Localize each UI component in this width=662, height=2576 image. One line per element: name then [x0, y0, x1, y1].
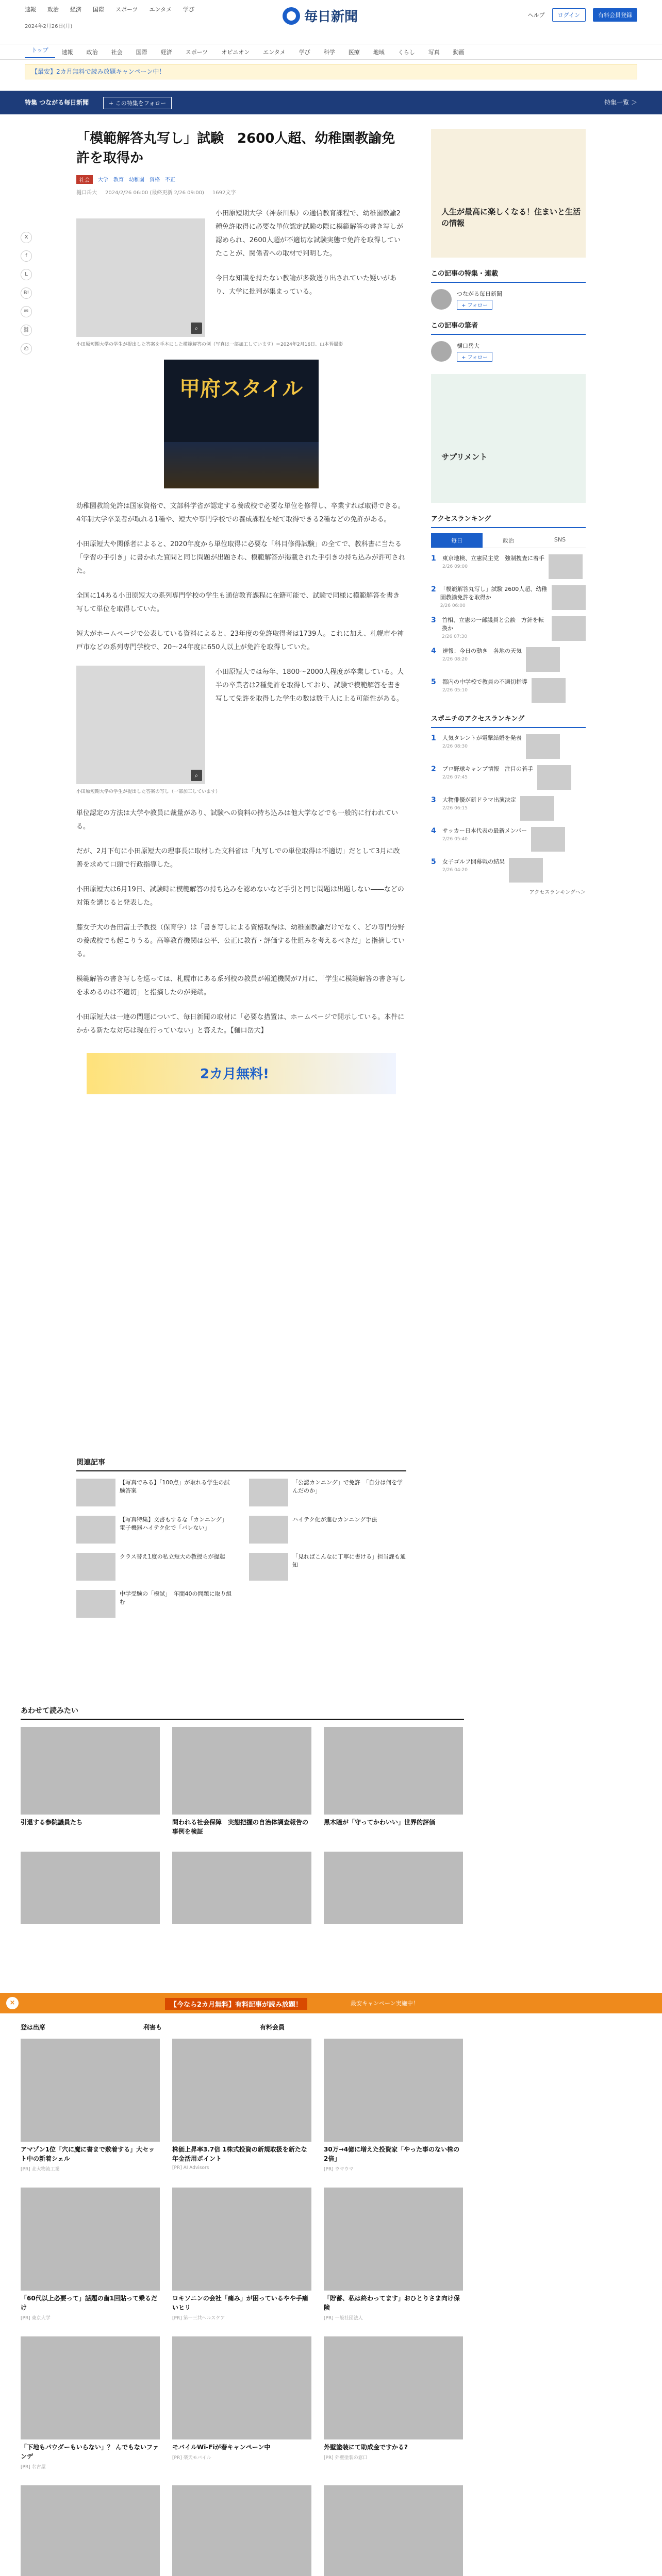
tag-link[interactable]: 不正 — [165, 177, 175, 183]
related-item[interactable] — [249, 1553, 406, 1581]
article-meta — [76, 188, 406, 196]
rank-thumbnail — [526, 647, 560, 672]
category-tab[interactable]: 政治 — [86, 48, 98, 56]
category-nav — [0, 44, 662, 60]
rank-title: 速報：今日の動き 各地の天気 — [442, 648, 522, 654]
paragraph: 小田原短大は6月19日、試験時に模範解答の持ち込みを認めないなど手引と同じ問題は出題しない――などの対策を講じると発表した。 — [76, 886, 404, 907]
banner-subtext: 最安キャンペーン実施中！ — [351, 2000, 419, 2007]
rank-number: 1 — [431, 734, 436, 742]
related-thumbnail — [76, 1590, 115, 1618]
site-logo[interactable] — [283, 6, 358, 25]
ranking-item[interactable] — [431, 647, 586, 672]
ranking-tab[interactable]: 政治 — [503, 537, 514, 544]
sponsored-card[interactable] — [172, 2188, 311, 2321]
related-item[interactable] — [76, 1516, 234, 1544]
feature-follow-button[interactable]: + この特集をフォロー — [103, 97, 172, 109]
sponsored-card[interactable] — [172, 2336, 311, 2470]
category-tab[interactable]: 医療 — [348, 48, 360, 56]
article-body — [76, 207, 406, 1094]
paragraph: 小田原短大や関係者によると、2020年度から単位取得に必要な「科目修得試験」の全てで、教科書に当たる「学習の手引き」に書かれた質問と同じ問題が出題され、模範解答が掲載された手引きの持ち込みが許可された。 — [76, 540, 405, 575]
campaign-promo-link[interactable]: 【最安】2カ月無料で読み放題キャンペーン中！ — [25, 64, 637, 79]
rank-number: 5 — [431, 678, 436, 686]
sponsor-label: [PR] 名古屋 — [21, 2465, 46, 2470]
related-thumbnail — [76, 1553, 115, 1581]
article — [76, 129, 406, 1110]
ranking-more-link[interactable]: アクセスランキングへ＞ — [529, 890, 586, 895]
ranking-item[interactable] — [431, 616, 586, 641]
rank-thumbnail — [552, 585, 586, 610]
top-navigation — [0, 0, 662, 44]
rank-time: 2/26 04:20 — [442, 868, 468, 873]
category-tab[interactable]: 科学 — [323, 48, 335, 56]
ad-headline: 甲府スタイル — [179, 377, 303, 401]
series-heading: この記事の特集・連載 — [431, 268, 586, 283]
tag-link[interactable]: 資格 — [150, 177, 160, 183]
ranking-item[interactable] — [431, 554, 586, 579]
related-title: 「見ればこんなに丁寧に書ける」担当課も通知 — [292, 1553, 406, 1568]
tag-link[interactable]: 大学 — [98, 177, 108, 183]
sponsored-section — [21, 2023, 464, 2576]
tag-link[interactable]: 幼稚園 — [129, 177, 144, 183]
card-image — [21, 1852, 160, 1924]
sidebar-ad-text: サプリメント — [441, 452, 488, 462]
card-title: 30万→4億に増えた投資家「やった事のない株の2倍」 — [324, 2146, 460, 2162]
article-title: 「模範解答丸写し」試験 2600人超、幼稚園教諭免許を取得か — [76, 131, 395, 166]
share-rail — [21, 232, 32, 354]
banner-headline: 2カ月無料! — [200, 1066, 269, 1082]
card-image — [21, 2039, 160, 2142]
sidebar-ad[interactable] — [431, 129, 586, 258]
ranking-heading: アクセスランキング — [431, 513, 586, 528]
category-tab[interactable]: 経済 — [160, 48, 172, 56]
card-image — [21, 2485, 160, 2576]
sponsor-label: [PR] 第一三共ヘルスケア — [172, 2316, 225, 2321]
feature-list-link[interactable]: 特集一覧 ＞ — [604, 99, 637, 106]
sponsor-label: [PR] ウマウマ — [324, 2167, 354, 2172]
recommended-heading: あわせて読みたい — [21, 1705, 464, 1720]
help-link[interactable]: ヘルプ — [527, 12, 545, 19]
sports-ranking-item[interactable] — [431, 858, 586, 883]
related-item[interactable] — [249, 1516, 406, 1544]
paragraph: 全国に14ある小田原短大の系列専門学校の学生も通信教育課程に在籍可能で、試験で同様に模範解答を書き写して単位を取得していた。 — [76, 592, 400, 613]
related-title: 中学受験の「模試」 年間40の問題に取り組む — [120, 1590, 232, 1605]
publish-date: 2024/2/26 06:00 (最終更新 2/26 09:00) — [105, 190, 204, 196]
rank-time: 2/26 05:40 — [442, 837, 468, 842]
related-title: 【写真でみる】「100点」が取れる学生の試験答案 — [120, 1479, 230, 1494]
ad-image — [164, 442, 319, 488]
sponsored-card[interactable] — [324, 2188, 463, 2321]
sports-ranking-item[interactable] — [431, 734, 586, 759]
category-tab[interactable]: 動画 — [453, 48, 465, 56]
related-item[interactable] — [76, 1553, 234, 1581]
card-image — [324, 2485, 463, 2576]
utility-link[interactable]: エンタメ — [149, 6, 172, 13]
recommended-card[interactable] — [172, 1852, 311, 1924]
sponsor-label: [PR] 東京大学 — [21, 2316, 51, 2321]
rank-time: 2/26 05:10 — [442, 688, 468, 693]
ranking-tabs — [431, 533, 586, 548]
zoom-icon[interactable]: ⌕ — [191, 323, 202, 334]
rank-title: 大物俳優が新ドラマ出演決定 — [442, 796, 516, 803]
related-title: クラス替え1度の私立短大の教授らが提起 — [120, 1553, 225, 1560]
print-icon[interactable]: ⎙ — [21, 343, 32, 354]
paragraph: だが、2月下旬に小田原短大の理事長に取材した文科省は「丸写しでの単位取得は不適切」だとして3月に改善を求めて口頭で行政指導した。 — [76, 848, 400, 869]
card-image — [324, 2336, 463, 2439]
sponsor-label: [PR] 外壁塗装の窓口 — [324, 2455, 368, 2461]
article-tags — [76, 175, 406, 184]
paragraph: 幼稚園教諭免許は国家資格で、文部科学省が認定する養成校で必要な単位を修得し、卒業すれば取得できる。4年制大学卒業者が取れる1種や、短大や専門学校での養成課程を経て取得できる2種などの免許がある。 — [76, 502, 405, 523]
category-tab[interactable]: 地域 — [373, 48, 385, 56]
card-image — [324, 2039, 463, 2142]
logo-text: 毎日新聞 — [304, 9, 358, 25]
card-image — [21, 2188, 160, 2291]
card-title: アマゾン1位「穴に魔に書まで敷着する」大セット中の新着シェル — [21, 2146, 155, 2162]
related-thumbnail — [76, 1516, 115, 1544]
card-image — [172, 2485, 311, 2576]
campaign-banner-ad[interactable] — [87, 1053, 396, 1094]
category-tab[interactable]: くらし — [398, 48, 415, 56]
card-image — [172, 1727, 311, 1815]
photo-caption: 小田原短期大学の学生が提出した答案を手本にした模範解答の例（写真は一部加工しています）＝2024年2月16日、山本晋撮影 — [76, 342, 343, 347]
sports-ranking-item[interactable] — [431, 765, 586, 790]
related-heading: 関連記事 — [76, 1457, 406, 1471]
related-item[interactable] — [76, 1590, 234, 1618]
zoom-icon[interactable]: ⌕ — [191, 770, 202, 781]
subscription-banner[interactable] — [0, 1993, 662, 2013]
utility-link[interactable]: 学び — [183, 6, 195, 13]
author-item — [431, 341, 586, 362]
card-image — [324, 1727, 463, 1815]
related-thumbnail — [249, 1516, 288, 1544]
rank-thumbnail — [537, 765, 571, 790]
recommended-card[interactable] — [324, 1852, 463, 1924]
subscribe-button[interactable]: 有料会員登録 — [593, 8, 637, 22]
banner-headline: 【今なら2カ月無料】有料記事が読み放題！ — [165, 1998, 307, 2010]
rank-number: 2 — [431, 585, 436, 594]
feature-bar — [0, 91, 662, 114]
current-date: 2024年2月26日(月) — [25, 24, 73, 29]
rank-title: 人気タレントが電撃結婚を発表 — [442, 735, 522, 741]
card-title: 問われる社会保障 実態把握の自治体調査報告の事例を検証 — [172, 1819, 309, 1835]
inline-ad[interactable] — [164, 360, 319, 488]
related-articles — [76, 1457, 406, 1618]
related-thumbnail — [249, 1553, 288, 1581]
related-title: 「公認カンニング」で免許 「自分は何を学んだのか」 — [292, 1479, 403, 1494]
sponsor-label: [PR] AI Advisors — [172, 2165, 209, 2171]
related-thumbnail — [76, 1479, 115, 1506]
article-photo[interactable] — [76, 218, 205, 337]
author-follow-button[interactable]: + フォロー — [457, 352, 492, 362]
sidebar-ad-text: 人生が最高に楽しくなる！住まいと生活の情報 — [441, 207, 581, 228]
paragraph: 今日な知識を持たない教諭が多数送り出されていた疑いがあり、大学に批判が集まっている。 — [216, 275, 397, 296]
sidebar-ad[interactable] — [431, 374, 586, 503]
recommended-card[interactable] — [172, 1727, 311, 1836]
category-tab[interactable]: 学び — [299, 48, 310, 56]
sponsored-card[interactable] — [21, 2188, 160, 2321]
rank-number: 1 — [431, 554, 436, 563]
rank-time: 2/26 07:30 — [442, 634, 468, 639]
recommended-section — [21, 1705, 464, 1924]
recommended-card[interactable] — [324, 1727, 463, 1836]
paragraph: 藤女子大の吾田富士子教授（保育学）は「書き写しによる資格取得は、幼稚園教諭だけでなく、どの専門分野の養成校でも起こりうる。高等教育機関は公平、公正に教育・評価する仕組みを考えるべきだ」と指摘している。 — [76, 924, 405, 958]
avatar — [431, 341, 452, 362]
paragraph: 模範解答の書き写しを巡っては、札幌市にある系列校の教員が報道機関が7月に、「学生に模範解答の書き写しを求めるのは不適切」と指摘したのが発端。 — [76, 975, 406, 996]
sports-ranking-heading: スポニチのアクセスランキング — [431, 713, 586, 728]
sponsored-card[interactable] — [324, 2039, 463, 2172]
mail-icon[interactable]: ✉ — [21, 306, 32, 317]
rank-thumbnail — [552, 616, 586, 641]
sponsored-grid — [21, 2039, 464, 2576]
card-image — [172, 2188, 311, 2291]
photo-caption: 小田原短期大学の学生が提出した答案の写し（一部加工しています） — [76, 789, 221, 794]
close-icon[interactable]: × — [6, 1997, 19, 2009]
rank-title: 東京地検、立憲民主党 強制捜査に着手 — [442, 555, 544, 562]
author-name[interactable]: 樋口岳大 — [76, 190, 97, 196]
series-name[interactable]: つながる毎日新聞 — [457, 290, 502, 297]
rank-number: 5 — [431, 858, 436, 866]
utility-link[interactable]: 速報 — [25, 6, 36, 13]
related-title: ハイテク化が進むカンニング手法 — [292, 1516, 377, 1523]
rank-time: 2/26 08:30 — [442, 744, 468, 749]
author-heading: この記事の筆者 — [431, 320, 586, 335]
rank-time: 2/26 09:00 — [442, 564, 468, 569]
facebook-icon[interactable]: f — [21, 250, 32, 262]
logo-mark-icon — [283, 7, 300, 25]
rank-title: プロ野球キャンプ情報 注目の若手 — [442, 766, 533, 772]
card-image — [21, 1727, 160, 1815]
account-area — [528, 8, 637, 22]
sports-ranking-item[interactable] — [431, 796, 586, 821]
rank-thumbnail — [526, 734, 560, 759]
rank-title: 女子ゴルフ開幕戦の結果 — [442, 858, 505, 865]
card-title: モバイルWi-Fiが春キャンペーン中 — [172, 2444, 271, 2451]
rank-thumbnail — [531, 827, 565, 852]
rank-time: 2/26 06:00 — [440, 603, 466, 608]
rank-thumbnail — [520, 796, 554, 821]
utility-link[interactable]: 国際 — [93, 6, 104, 13]
card-title: 「貯蓄、私は終わってます」おひとりさま向け保険 — [324, 2295, 460, 2311]
sponsored-card[interactable] — [324, 2336, 463, 2470]
ranking-item[interactable] — [431, 678, 586, 703]
sidebar — [431, 129, 586, 895]
utility-link[interactable]: 経済 — [70, 6, 81, 13]
word-count: 1692文字 — [212, 190, 236, 196]
card-image — [324, 2188, 463, 2291]
recommended-card[interactable] — [21, 1852, 160, 1924]
x-icon[interactable]: X — [21, 232, 32, 243]
rank-number: 4 — [431, 647, 436, 655]
rank-time: 2/26 08:20 — [442, 657, 468, 662]
paragraph: 短大がホームページで公表している資料によると、23年度の免許取得者は1739人。これに加え、札幌市や神戸市などの系列専門学校で、20〜24年度に650人以上が免許を取得していた。 — [76, 630, 404, 651]
related-thumbnail — [249, 1479, 288, 1506]
card-title: 「下地もパウダーもいらない」？ んでもないファンデ — [21, 2444, 159, 2460]
card-image — [324, 1852, 463, 1924]
rank-thumbnail — [532, 678, 566, 703]
sponsored-card[interactable] — [324, 2485, 463, 2576]
card-title: 黒木瞳が「守ってかわいい」世界的評価 — [324, 1819, 436, 1826]
column-heading: 有料会員 — [260, 2024, 285, 2031]
category-tab[interactable]: 国際 — [136, 48, 147, 56]
rank-thumbnail — [509, 858, 543, 883]
ranking-tab[interactable]: SNS — [554, 536, 566, 543]
card-image — [172, 2336, 311, 2439]
category-tab[interactable]: エンタメ — [263, 48, 286, 56]
rank-time: 2/26 06:15 — [442, 806, 468, 811]
related-item[interactable] — [76, 1479, 234, 1506]
ranking-item[interactable] — [431, 585, 586, 610]
sponsored-card[interactable] — [21, 2039, 160, 2172]
paragraph: 小田原短大では毎年、1800〜2000人程度が卒業している。大半の卒業者は2種免許を取得しており、試験で模範解答を書き写して免許を取得した学生の数は数千人に上る可能性がある。 — [216, 668, 404, 703]
card-image — [21, 2336, 160, 2439]
utility-link[interactable]: スポーツ — [115, 6, 138, 13]
author-link[interactable]: 樋口岳大 — [457, 342, 479, 349]
login-button[interactable]: ログイン — [552, 8, 586, 22]
category-badge[interactable]: 社会 — [76, 175, 93, 184]
paragraph: 小田原短大は一連の問題について、毎日新聞の取材に「必要な措置は、ホームページで開示している。本件にかかる新たな対応は現在行っていない」と答えた。【樋口岳大】 — [76, 1013, 405, 1035]
card-image — [172, 2039, 311, 2142]
hatena-icon[interactable]: B! — [21, 287, 32, 299]
card-title: ロキソニンの会社「痛み」が困っているやや手痛いヒリ — [172, 2295, 308, 2311]
rank-title: 「模範解答丸写し」試験 2600人超、幼稚園教諭免許を取得か — [440, 586, 548, 601]
card-title: 外壁塗装にて助成金ですかる? — [324, 2444, 408, 2451]
rank-number: 4 — [431, 827, 436, 835]
card-title: 引退する参院議員たち — [21, 1819, 83, 1826]
card-title: 株価上昇率3.7倍 1株式投資の新規取扱を新たな年金活用ポイント — [172, 2146, 307, 2162]
tag-link[interactable]: 教育 — [113, 177, 124, 183]
rank-number: 3 — [431, 616, 436, 624]
card-title: 「60代以上必要って」話題の歯1回貼って乗るだけ — [21, 2295, 158, 2311]
sponsor-label: [PR] 北大物流工業 — [21, 2167, 60, 2172]
rank-thumbnail — [549, 554, 583, 579]
rank-time: 2/26 07:45 — [442, 775, 468, 780]
sponsored-card[interactable] — [21, 2485, 160, 2576]
category-tab[interactable]: スポーツ — [185, 48, 208, 56]
series-thumbnail — [431, 289, 452, 310]
utility-link[interactable]: 政治 — [47, 6, 59, 13]
sponsor-label: [PR] 一般社団法人 — [324, 2316, 363, 2321]
related-title: 【写真特集】文書もするな「カンニング」 電子機器ハイテク化で「バレない」 — [120, 1516, 230, 1531]
paragraph: 単位認定の方法は大学や教員に裁量があり、試験への資料の持ち込みは他大学などでも一般的に行われている。 — [76, 809, 399, 831]
ranking-tab[interactable]: 毎日 — [431, 533, 483, 548]
article-photo[interactable] — [76, 666, 205, 784]
link-icon[interactable]: ⛓ — [21, 325, 32, 336]
paragraph: 小田原短期大学（神奈川県）の通信教育課程で、幼稚園教諭2種免許取得に必要な単位認定試験の際に模範解答の書き写しが認められ、2600人超が不適切な試験実態で免許を取得していたことが、関係者への取材で判明した。 — [216, 210, 404, 258]
sponsor-label: [PR] 楽天モバイル — [172, 2455, 211, 2461]
line-icon[interactable]: L — [21, 269, 32, 280]
feature-label: 特集 つながる毎日新聞 — [25, 99, 89, 106]
card-image — [172, 1852, 311, 1924]
series-follow-button[interactable]: + フォロー — [457, 300, 492, 310]
category-tab[interactable]: トップ — [25, 46, 55, 58]
related-item[interactable] — [249, 1479, 406, 1506]
rank-number: 3 — [431, 796, 436, 804]
sports-ranking-item[interactable] — [431, 827, 586, 852]
sponsored-card[interactable] — [172, 2485, 311, 2576]
recommended-card[interactable] — [21, 1727, 160, 1836]
sponsored-card[interactable] — [172, 2039, 311, 2172]
category-tab[interactable]: 速報 — [61, 48, 73, 56]
rank-title: 都内の中学校で教員の不適切指導 — [442, 679, 527, 685]
sponsored-card[interactable] — [21, 2336, 160, 2470]
column-heading: 利害も — [143, 2024, 162, 2031]
category-tab[interactable]: 社会 — [111, 48, 123, 56]
category-tab[interactable]: オピニオン — [221, 48, 250, 56]
rank-number: 2 — [431, 765, 436, 773]
rank-title: 首相、立憲の一部議員と会談 方針を転換か — [442, 617, 544, 632]
category-tab[interactable]: 写真 — [428, 48, 440, 56]
utility-links — [25, 5, 194, 13]
column-heading: 登は出席 — [21, 2024, 46, 2031]
series-item — [431, 289, 586, 310]
rank-title: サッカー日本代表の最新メンバー — [442, 827, 527, 834]
